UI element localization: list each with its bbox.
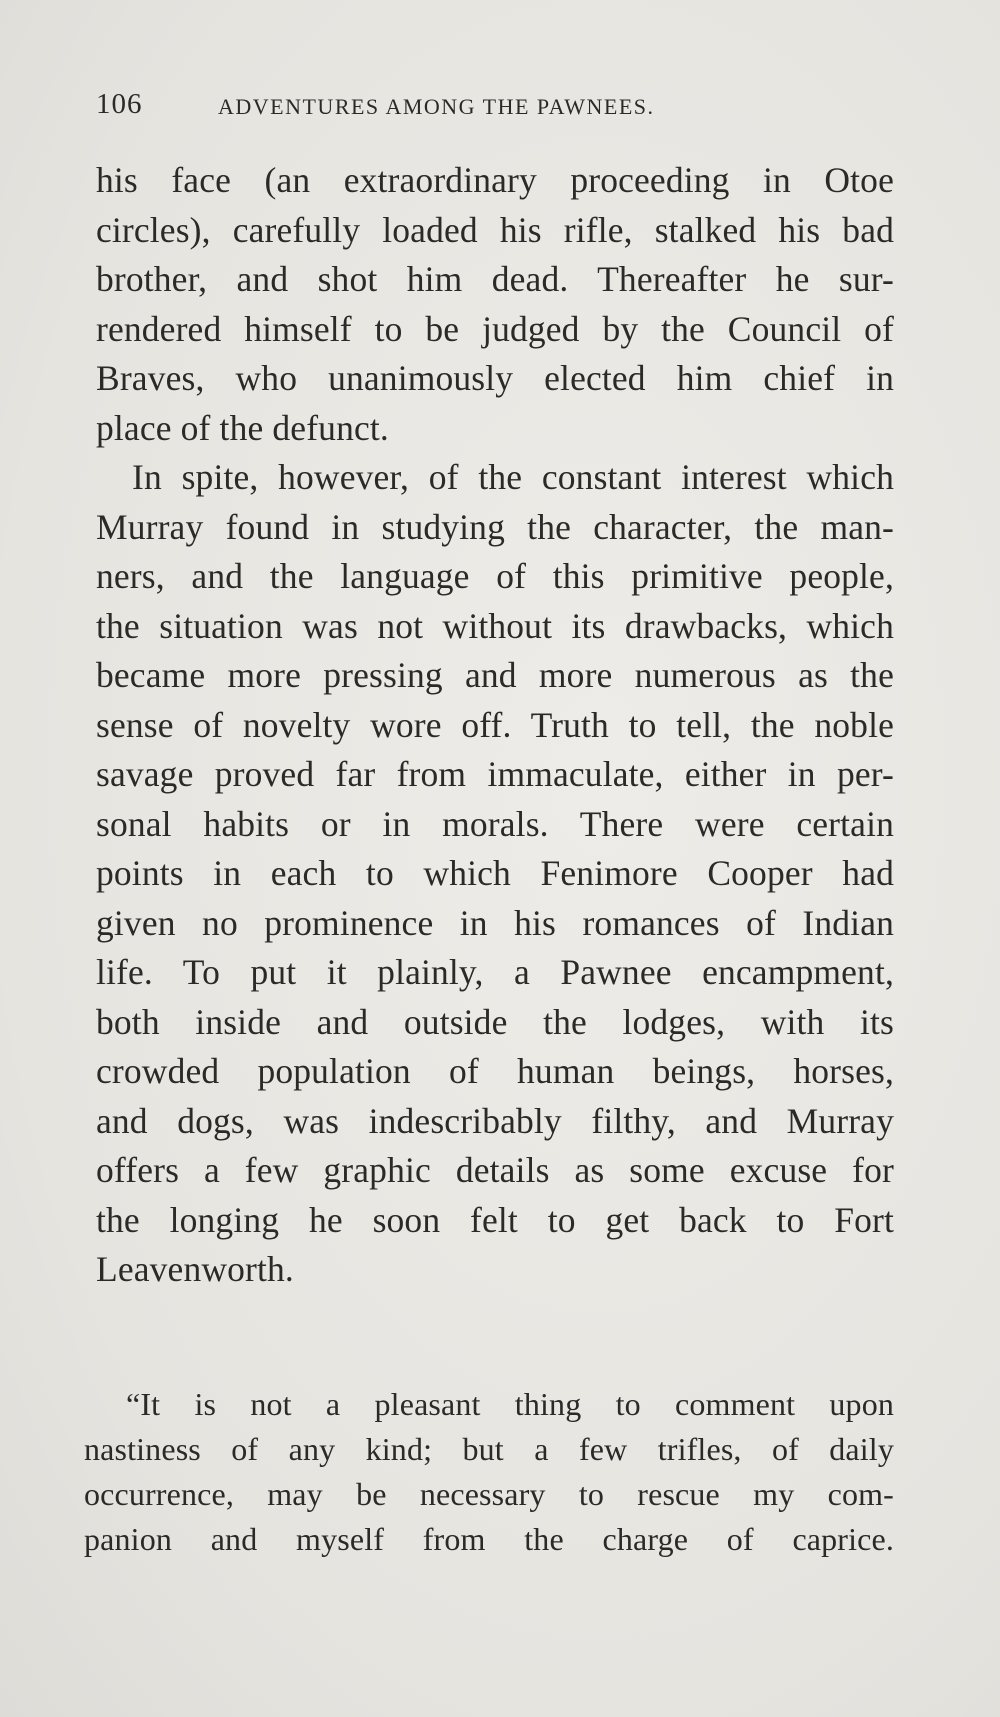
- text-line: ners, and the language of this primitive people,: [96, 556, 894, 596]
- page-number: 106: [96, 88, 143, 120]
- running-head: [96, 88, 796, 128]
- text-line: the longing he soon felt to get back to Fort: [96, 1199, 894, 1240]
- text-line: his face (an extraordinary proceeding in Otoe: [96, 160, 894, 200]
- text-line: life. To put it plainly, a Pawnee encampment,: [96, 952, 894, 992]
- text-line: both inside and outside the lodges, with its: [96, 1001, 894, 1042]
- text-line: Leavenworth.: [96, 1249, 294, 1289]
- quote-line: nastiness of any kind; but a few trifles, of daily: [84, 1431, 894, 1467]
- text-line: and dogs, was indescribably filthy, and Murray: [96, 1100, 894, 1141]
- body-text: [96, 156, 894, 1295]
- text-line: crowded population of human beings, horses,: [96, 1051, 894, 1091]
- text-line: circles), carefully loaded his rifle, stalked his bad: [96, 209, 894, 250]
- text-line: brother, and shot him dead. Thereafter he sur-: [96, 259, 894, 299]
- text-line: became more pressing and more numerous as the: [96, 655, 894, 695]
- quote-line: “It is not a pleasant thing to comment upon: [126, 1386, 894, 1422]
- running-title: ADVENTURES AMONG THE PAWNEES.: [218, 94, 655, 119]
- text-line: sense of novelty wore off. Truth to tell, the noble: [96, 704, 894, 745]
- text-line: points in each to which Fenimore Cooper had: [96, 853, 894, 893]
- quote-line: panion and myself from the charge of caprice.: [84, 1521, 894, 1557]
- text-line: sonal habits or in morals. There were certain: [96, 803, 894, 844]
- text-line: In spite, however, of the constant interest which: [132, 457, 894, 497]
- text-line: place of the defunct.: [96, 407, 389, 448]
- text-line: Braves, who unanimously elected him chief in: [96, 358, 894, 398]
- block-quote: [84, 1382, 894, 1562]
- text-line: the situation was not without its drawbacks, which: [96, 605, 894, 646]
- text-line: savage proved far from immaculate, either in per-: [96, 754, 894, 794]
- text-line: given no prominence in his romances of Indian: [96, 902, 894, 943]
- text-line: rendered himself to be judged by the Council of: [96, 308, 894, 349]
- text-line: Murray found in studying the character, the man-: [96, 506, 894, 547]
- text-line: offers a few graphic details as some excuse for: [96, 1150, 894, 1190]
- quote-line: occurrence, may be necessary to rescue my com-: [84, 1476, 894, 1512]
